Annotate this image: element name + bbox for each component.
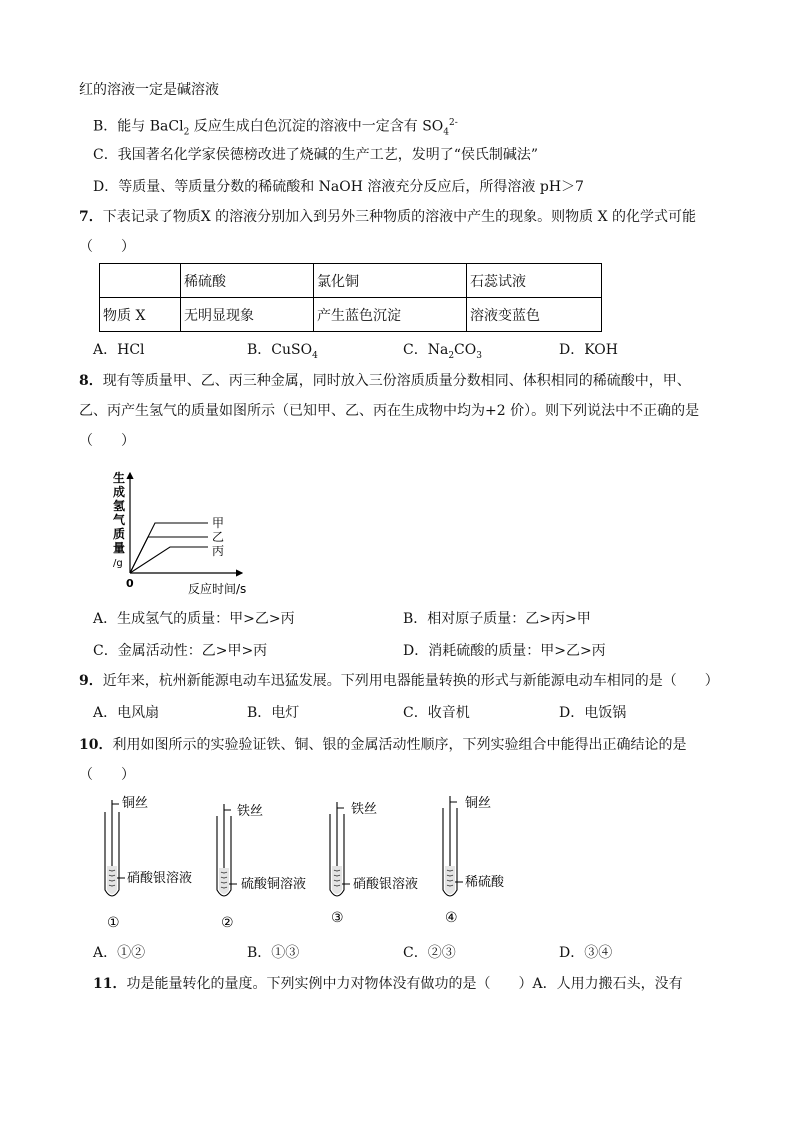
wire-label-1: 铜丝 [122, 796, 149, 811]
q9-number: 9． [79, 673, 103, 689]
q10-option-b: B．①③ [247, 945, 300, 961]
origin-label: 0 [126, 577, 134, 590]
tube-mark-2: ② [221, 915, 234, 931]
table-cell: 氯化铜 [314, 264, 467, 298]
q7-observation-table [99, 263, 602, 332]
tube-mark-1: ① [107, 915, 120, 931]
table-cell: 稀硫酸 [181, 264, 314, 298]
tube-mark-3: ③ [331, 910, 344, 926]
test-tube-2 [217, 803, 306, 931]
wire-label-2: 铁丝 [237, 804, 264, 819]
q6-option-b: B．能与 BaCl$_2$ 反应生成白色沉淀的溶液中一定含有 $SO_4^{2-}$ [93, 118, 458, 138]
table-cell: 物质 X [100, 298, 181, 332]
svg-text:/g: /g [113, 558, 123, 569]
q7-option-d: D．KOH [559, 342, 618, 358]
q7-bracket: （ ） [79, 239, 135, 255]
svg-text:量: 量 [113, 541, 126, 555]
q10-bracket: （ ） [79, 767, 135, 783]
table-header-row [100, 264, 602, 298]
series-line-yi [130, 537, 208, 573]
q7-option-c: C．$Na_2CO_3$ [403, 342, 482, 361]
q7-number: 7． [79, 209, 103, 225]
solution-label-4: 稀硫酸 [465, 875, 505, 890]
q10-option-c: C．②③ [403, 945, 456, 961]
series-line-bing [130, 547, 208, 573]
y-axis-label [113, 470, 126, 569]
svg-text:氢: 氢 [113, 499, 126, 513]
q8-stem-line1: 8．现有等质量甲、乙、丙三种金属，同时放入三份溶质质量分数相同、体积相同的稀硫酸中，甲、 [79, 373, 691, 389]
svg-text:生: 生 [113, 471, 126, 485]
q9-option-c: C．收音机 [403, 705, 470, 721]
q11-stem: 11．功是能量转化的量度。下列实例中力对物体没有做功的是（ ）A．人用力搬石头，没有 [93, 976, 683, 992]
svg-text:质: 质 [113, 527, 126, 541]
q7-option-b: B．CuSO$_4$ [247, 342, 318, 361]
q10-test-tubes-diagram [95, 790, 535, 935]
series-label-jia: 甲 [212, 516, 225, 530]
q6-option-c: C．我国著名化学家侯德榜改进了烧碱的生产工艺，发明了“侯氏制碱法” [93, 147, 539, 163]
q8-stem-line2: 乙、丙产生氢气的质量如图所示（已知甲、乙、丙在生成物中均为+2 价）。则下列说法中不正确的是 [79, 403, 700, 419]
solution-label-3: 硝酸银溶液 [353, 877, 419, 892]
q8-option-d: D．消耗硫酸的质量：甲>乙>丙 [403, 643, 606, 659]
svg-text:气: 气 [113, 513, 126, 527]
test-tube-3 [330, 801, 418, 926]
series-label-bing: 丙 [212, 544, 225, 558]
x-axis-label: 反应时间/s [188, 582, 247, 596]
q6-option-a-tail: 红的溶液一定是碱溶液 [79, 82, 219, 98]
q9-option-d: D．电饭锅 [559, 705, 627, 721]
q8-option-c: C．金属活动性：乙>甲>丙 [93, 643, 268, 659]
q10-number: 10． [79, 737, 113, 753]
q8-bracket: （ ） [79, 433, 135, 449]
q10-stem: 10．利用如图所示的实验验证铁、铜、银的金属活动性顺序，下列实验组合中能得出正确结论的是 [79, 737, 687, 753]
svg-text:成: 成 [113, 485, 126, 499]
q8-hydrogen-graph [100, 465, 260, 600]
q8-option-b: B．相对原子质量：乙>丙>甲 [403, 611, 591, 627]
q9-option-a: A．电风扇 [93, 705, 160, 721]
table-cell: 产生蓝色沉淀 [314, 298, 467, 332]
wire-label-3: 铁丝 [351, 802, 378, 817]
series-label-yi: 乙 [212, 530, 225, 544]
solution-label-2: 硫酸铜溶液 [241, 877, 307, 892]
tube-mark-4: ④ [445, 910, 458, 926]
q6-option-d: D．等质量、等质量分数的稀硫酸和 NaOH 溶液充分反应后，所得溶液 pH＞7 [93, 179, 584, 195]
test-tube-4 [443, 795, 505, 926]
table-row [100, 298, 602, 332]
test-tube-1 [105, 795, 192, 931]
table-cell: 石蕊试液 [467, 264, 602, 298]
q10-option-d: D．③④ [559, 945, 613, 961]
q7-option-a: A．HCl [93, 342, 145, 358]
q9-option-b: B．电灯 [247, 705, 300, 721]
q10-option-a: A．①② [93, 945, 146, 961]
q8-number: 8． [79, 373, 103, 389]
wire-label-4: 铜丝 [465, 796, 492, 811]
table-cell: 无明显现象 [181, 298, 314, 332]
table-cell: 溶液变蓝色 [467, 298, 602, 332]
q9-stem: 9．近年来，杭州新能源电动车迅猛发展。下列用电器能量转换的形式与新能源电动车相同的是（ ） [79, 673, 719, 689]
solution-label-1: 硝酸银溶液 [127, 871, 193, 886]
q11-number: 11． [93, 976, 127, 992]
table-cell [100, 264, 181, 298]
q8-option-a: A．生成氢气的质量：甲>乙>丙 [93, 611, 295, 627]
q7-stem: 7．下表记录了物质X 的溶液分别加入到另外三种物质的溶液中产生的现象。则物质 X 的化学式可能 [79, 209, 697, 225]
